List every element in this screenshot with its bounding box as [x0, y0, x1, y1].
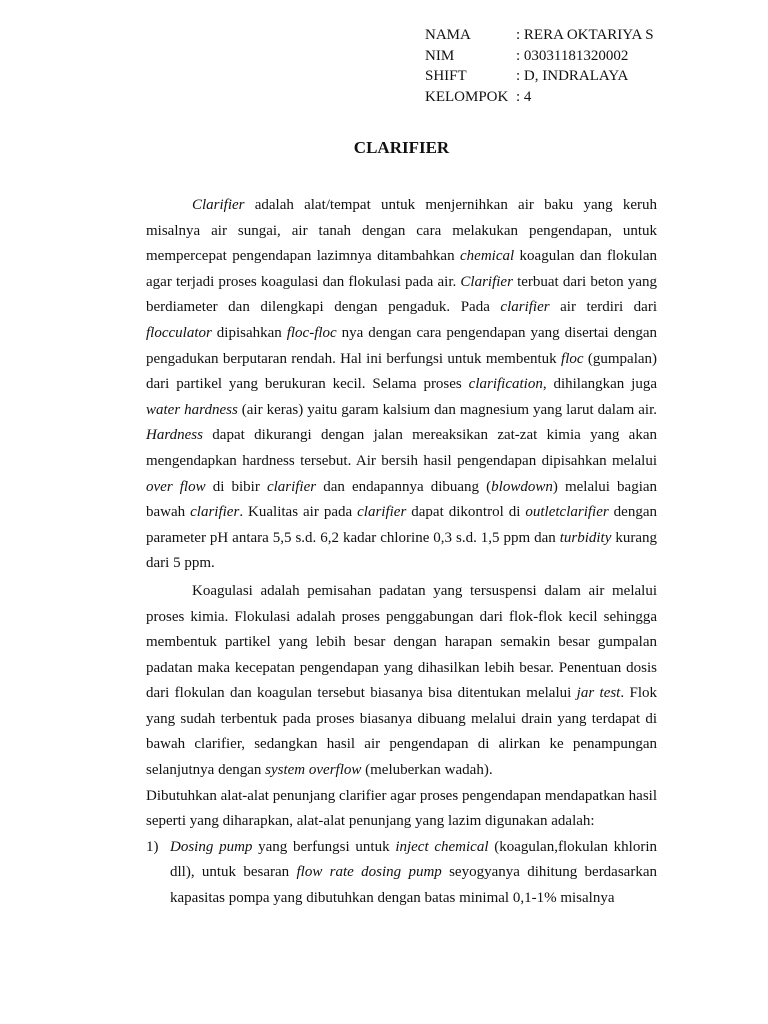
- text-span: dapat dikontrol di: [406, 504, 526, 521]
- text-span: adalah alat/tempat untuk menjernihkan air baku yang keruh misalnya air sungai, air tanah dengan cara melakukan pengendapan, untuk mempercepat pengendapan lazimnya ditambahkan: [146, 197, 657, 265]
- text-span: system overflow: [265, 762, 362, 779]
- text-span: clarifier: [500, 299, 550, 316]
- text-span: turbidity: [559, 529, 612, 546]
- text-span: (gumpalan) dari partikel yang berukuran kecil. Selama proses: [146, 350, 658, 393]
- header-row-nama: [425, 25, 654, 46]
- header-label: SHIFT: [425, 68, 467, 85]
- text-span: (meluberkan wadah).: [361, 762, 493, 779]
- text-span: . Kualitas air pada: [239, 504, 358, 521]
- header-value: : 4: [516, 88, 532, 105]
- text-span: clarification: [468, 376, 543, 393]
- header-row-shift: [425, 66, 654, 87]
- text-span: flocculator: [146, 324, 212, 341]
- header-label: KELOMPOK: [425, 88, 509, 105]
- text-span: dan endapannya dibuang (: [316, 478, 492, 495]
- text-span: jar test: [576, 685, 621, 702]
- paragraph-clarifier: [146, 193, 657, 577]
- list-item-text: [170, 835, 657, 912]
- header-value: : RERA OKTARIYA S: [516, 27, 654, 43]
- identity-header: [425, 25, 654, 107]
- list-item-dosing-pump: [146, 835, 657, 912]
- text-span: (koagulan,flokulan khlorin dll), untuk besaran: [170, 838, 658, 881]
- text-span: air terdiri dari: [549, 299, 657, 316]
- text-span: over flow: [146, 478, 206, 495]
- document-title: CLARIFIER: [353, 138, 450, 157]
- text-span: flow rate dosing pump: [296, 864, 442, 881]
- text-span: dipisahkan: [211, 324, 287, 341]
- text-span: . Flok yang sudah terbentuk pada proses biasanya dibuang melalui drain yang terdapat di bawah clarifier, sedangkan hasil air pengendapan di alirkan ke penampungan selanjutnya dengan: [146, 685, 657, 779]
- text-span: Clarifier: [460, 273, 513, 290]
- text-span: clarifier: [357, 504, 407, 521]
- text-span: yang berfungsi untuk: [252, 838, 396, 855]
- text-span: nya dengan cara pengendapan yang disertai dengan pengadukan berputaran rendah. Hal ini berfungsi untuk membentuk: [146, 324, 657, 367]
- text-span: outletclarifier: [525, 504, 609, 521]
- text-span: floc-floc: [286, 324, 337, 341]
- text-span: inject chemical: [395, 838, 489, 855]
- text-span: , dihilangkan juga: [542, 376, 657, 393]
- text-span: ) melalui bagian bawah: [146, 478, 658, 521]
- text-span: clarifier: [190, 504, 240, 521]
- header-value: : D, INDRALAYA: [516, 68, 629, 85]
- list-number: 1): [146, 838, 159, 855]
- text-span: kurang dari 5 ppm.: [146, 529, 657, 572]
- text-span: blowdown: [491, 478, 553, 495]
- text-span: koagulan dan flokulan agar terjadi proses koagulasi dan flokulasi pada air.: [146, 248, 657, 290]
- header-row-nim: [425, 46, 654, 67]
- header-row-kelompok: [425, 87, 654, 108]
- text-span: Koagulasi adalah pemisahan padatan yang tersuspensi dalam air melalui proses kimia. Flokulasi adalah proses penggabungan dari flok-flok kecil sehingga membentuk partikel yang lebih besar dengan harapan semakin besar gumpalan padatan maka kecepatan pengendapan yang dihasilkan lebih besar. Penentuan dosis dari flokulan dan koagulan tersebut biasanya bisa ditentukan melalui: [146, 582, 657, 702]
- text-span: floc: [561, 350, 584, 367]
- header-label: NAMA: [425, 27, 471, 43]
- text-span: terbuat dari beton yang berdiameter dan dilengkapi dengan pengaduk. Pada: [146, 273, 657, 316]
- text-span: (air keras) yaitu garam kalsium dan magnesium yang larut dalam air.: [237, 401, 658, 418]
- text-span: di bibir: [205, 478, 267, 495]
- text-span: dapat dikurangi dengan jalan mereaksikan zat-zat kimia yang akan mengendapkan hardness tersebut. Air bersih hasil pengendapan dipisahkan melalui: [146, 427, 657, 469]
- text-span: Dosing pump: [170, 838, 253, 855]
- text-span: dengan parameter pH antara 5,5 s.d. 6,2 kadar chlorine 0,3 s.d. 1,5 ppm dan: [146, 504, 657, 546]
- header-value: : 03031181320002: [516, 47, 629, 64]
- paragraph-alat-penunjang: Dibutuhkan alat-alat penunjang clarifier agar proses pengendapan mendapatkan hasil seperti yang diharapkan, alat-alat penunjang yang lazim digunakan adalah:: [146, 787, 657, 830]
- text-span: clarifier: [266, 478, 317, 495]
- paragraph-koagulasi: [146, 579, 657, 784]
- text-span: Hardness: [146, 427, 203, 444]
- document-body: [146, 193, 657, 912]
- text-span: chemical: [460, 248, 515, 265]
- text-span: water hardness: [146, 401, 238, 418]
- header-label: NIM: [425, 47, 455, 64]
- text-span: Clarifier: [192, 197, 245, 213]
- text-span: seyogyanya dihitung berdasarkan kapasitas pompa yang dibutuhkan dengan batas minimal 0,1-1% misalnya: [170, 864, 657, 907]
